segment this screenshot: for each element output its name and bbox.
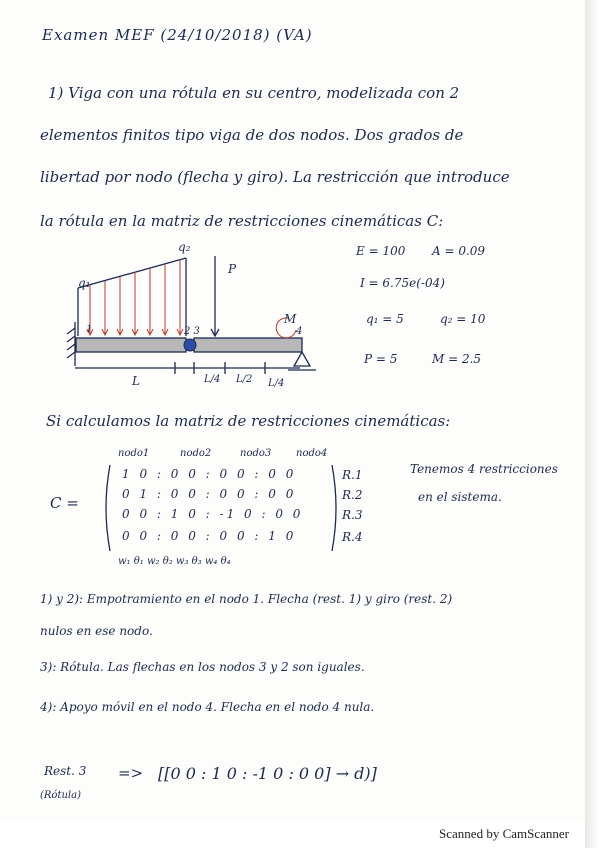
beam-element-1 [76,338,186,352]
param-A: A = 0.09 [432,244,486,258]
problem-line-2: elementos finitos tipo viga de dos nodos. Dos grados de [40,126,464,144]
row-label-1: R.1 [342,468,363,482]
explanation-r4: 4): Apoyo móvil en el nodo 4. Flecha en el nodo 4 nula. [40,700,375,714]
param-P: P = 5 [364,352,398,366]
distributed-load-arrows [87,260,183,335]
fixed-support-hatch [67,328,75,358]
matrix-row-3: 0 0 : 1 0 : -1 0 : 0 0 [122,507,304,521]
explanation-r12-line2: nulos en ese nodo. [40,624,153,638]
param-q2: q₂ = 10 [440,312,486,326]
param-q1: q₁ = 5 [366,312,404,326]
note-line-2: en el sistema. [418,490,502,504]
note-line-1: Tenemos 4 restricciones [410,462,558,476]
problem-line-4: la rótula en la matriz de restricciones cinemáticas C: [40,212,444,230]
param-E: E = 100 [356,244,406,258]
page-title: Examen MEF (24/10/2018) (VA) [42,26,313,44]
row-label-2: R.2 [342,488,363,502]
rest3-label: Rest. 3 [44,764,87,778]
node-header-4: nodo4 [296,448,328,459]
rest3-arrow: => [118,764,144,782]
node-header-3: nodo3 [240,448,272,459]
label-dim-L4b: L/4 [268,378,285,389]
problem-line-3: libertad por nodo (flecha y giro). La restricción que introduce [40,168,510,186]
label-node-4: 4 [296,326,303,337]
scanner-watermark: Scanned by CamScanner [439,826,569,841]
problem-line-1: 1) Viga con una rótula en su centro, modelizada con 2 [48,84,460,102]
hinge-node [184,339,196,351]
param-M: M = 2.5 [432,352,482,366]
label-node-1: 1 [86,324,93,335]
roller-support [294,352,310,366]
label-node-23: 2 3 [184,326,200,337]
label-M: M [284,312,297,326]
node-header-1: nodo1 [118,448,150,459]
rest3-expression: [[0 0 : 1 0 : -1 0 : 0 0] → d)] [158,764,377,783]
label-dim-L2: L/2 [236,374,253,385]
matrix-row-1: 1 0 : 0 0 : 0 0 : 0 0 [122,467,297,481]
beam-element-2 [194,338,302,352]
matrix-symbol: C = [50,494,79,512]
constraint-matrix [100,463,340,553]
label-dim-L: L [132,374,140,388]
page-edge-shadow [585,0,599,848]
matrix-heading: Si calculamos la matriz de restricciones cinemáticas: [46,412,451,430]
label-P: P [228,262,237,276]
beam-diagram [60,238,345,398]
load-top-line [78,258,186,288]
matrix-row-2: 0 1 : 0 0 : 0 0 : 0 0 [122,487,297,501]
row-label-4: R.4 [342,530,363,544]
node-header-2: nodo2 [180,448,212,459]
label-q2: q₂ [178,240,191,254]
param-I: I = 6.75e(-04) [360,276,445,290]
matrix-row-4: 0 0 : 0 0 : 0 0 : 1 0 [122,529,297,543]
rest3-sublabel: (Rótula) [40,790,81,801]
label-dim-L4a: L/4 [204,374,221,385]
explanation-r3: 3): Rótula. Las flechas en los nodos 3 y 2 son iguales. [40,660,365,674]
dof-labels: w₁ θ₁ w₂ θ₂ w₃ θ₃ w₄ θ₄ [118,556,231,567]
label-q1: q₁ [78,276,91,290]
explanation-r12-line1: 1) y 2): Empotramiento en el nodo 1. Flecha (rest. 1) y giro (rest. 2) [40,592,453,606]
row-label-3: R.3 [342,508,363,522]
